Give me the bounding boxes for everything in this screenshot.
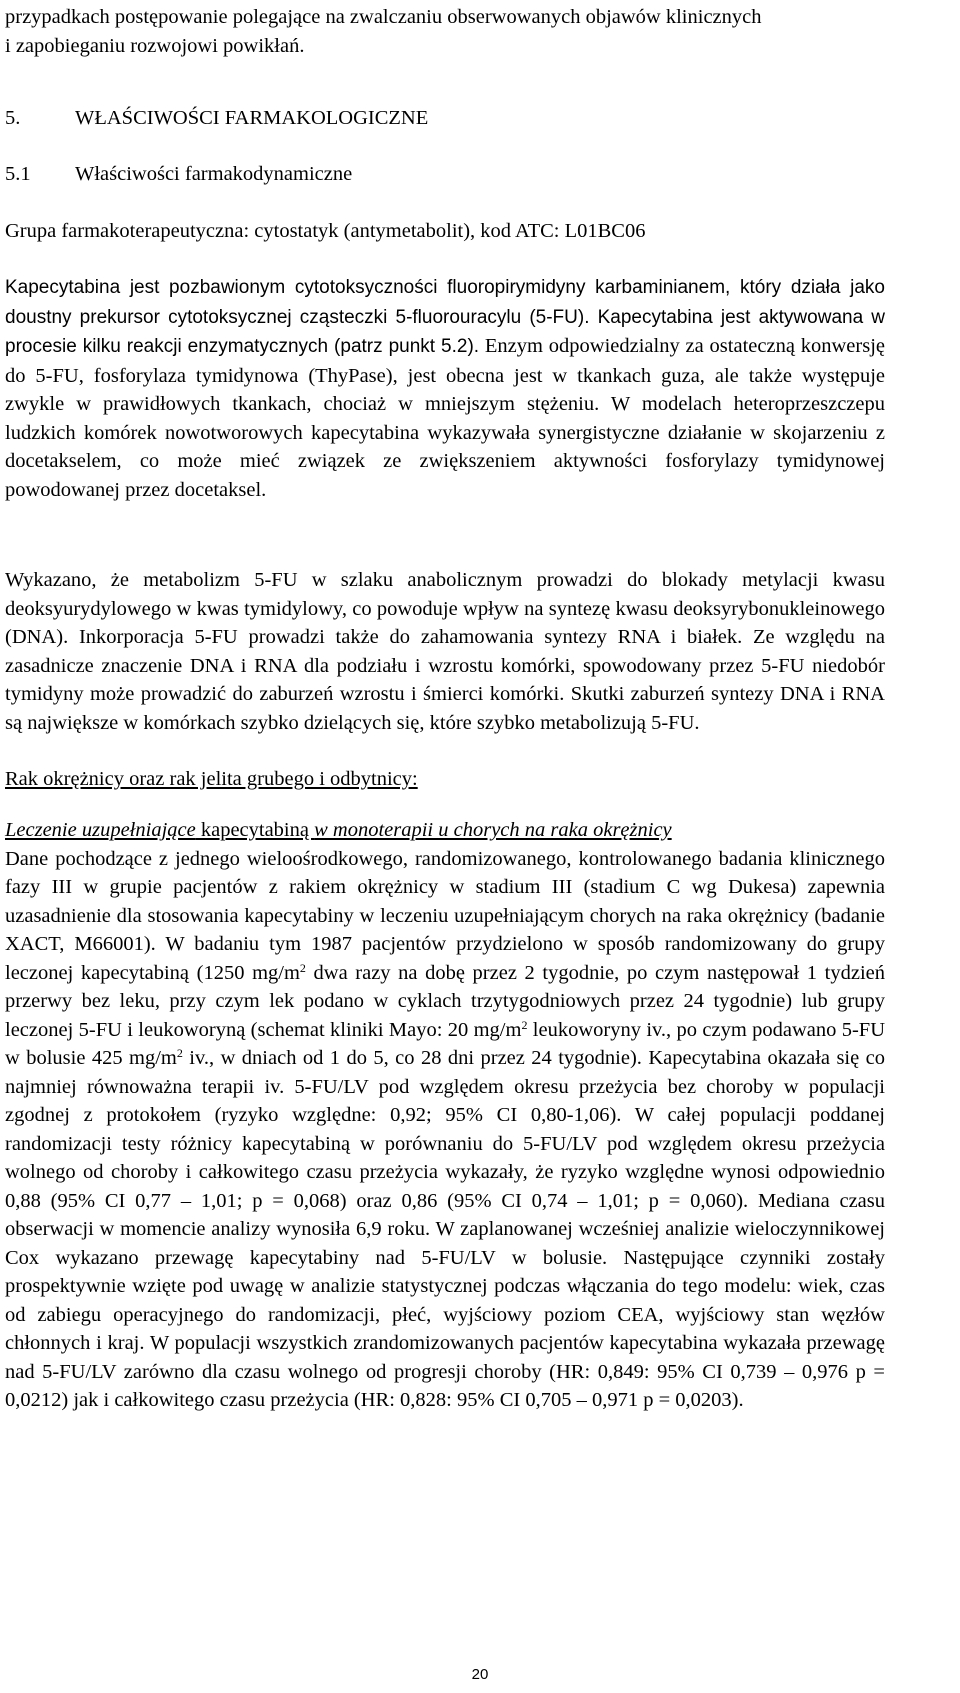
section-number: 5.1 (5, 163, 31, 185)
italic-heading: Leczenie uzupełniające kapecytabiną w monoterapii u chorych na raka okrężnicy (5, 819, 672, 841)
section-number: 5. (5, 107, 21, 129)
para1-enzyme-part: Enzym odpowiedzialny za ostateczną konwersję do 5-FU, fosforylaza tymidynowa (ThyPase), jest obecna jest w tkankach guza, ale także występuje zwykle w prawidłowych tkankach, chociaż w mniejszym stężeniu. (5, 335, 885, 415)
paragraph-xact-study: Dane pochodzące z jednego wieloośrodkowego, randomizowanego, kontrolowanego badania klinicznego fazy III w grupie pacjentów z rakiem okrężnicy w stadium III (stadium C wg Dukesa) zapewnia uzasadnienie dla stosowania kapecytabiny w leczeniu uzupełniającym chorych na raka okrężnicy (badanie XACT, M66001). W badaniu tym 1987 pacjentów przydzielono w sposób randomizowany do grupy leczonej kapecytabiną (1250 $mg/m^2$ dwa razy na dobę przez 2 tygodnie, po czym następował 1 tydzień przerwy bez leku, przy czym lek podano w cyklach trzytygodniowych przez 24 tygodnie) lub grupy leczonej 5-FU i leukoworyną (schemat kliniki Mayo: 20 $mg/m^2$ leukoworyny iv., po czym podawano 5-FU w bolusie 425 $mg/m^2$ iv., w dniach od 1 do 5, co 28 dni przez 24 tygodnie). Kapecytabina okazała się co najmniej równoważna terapii iv. 5-FU/LV pod względem okresu przeżycia bez choroby w populacji zgodnej z protokołem (ryzyko względne: 0,92; 95% CI 0,80-1,06). W całej populacji poddanej randomizacji testy różnicy kapecytabiną w porównaniu do 5-FU/LV pod względem okresu przeżycia wolnego od choroby i całkowitego czasu przeżycia wykazały, że ryzyko względne wynosi odpowiednio 0,88 (95% CI 0,77 – 1,01; p = 0,068) oraz 0,86 (95% CI 0,74 – 1,01; p = 0,060). Mediana czasu obserwacji w momencie analizy wynosiła 6,9 roku. W zaplanowanej wcześniej analizie wieloczynnikowej Cox wykazano przewagę kapecytabiny nad 5-FU/LV w bolusie. Następujące czynniki zostały prospektywnie wzięte pod uwagę w analizie statystycznej podczas włączania do tego modelu: wiek, czas od zabiegu operacyjnego do randomizacji, płeć, wyjściowy poziom CEA, wyjściowy stan węzłów chłonnych i kraj. W populacji wszystkich zrandomizowanych pacjentów kapecytabina wykazała przewagę nad 5-FU/LV zarówno dla czasu wolnego od progresji choroby (HR: 0,849: 95% CI 0,739 – 0,976 p = 0,0212) jak i całkowitego czasu przeżycia (HR: 0,828: 95% CI 0,705 – 0,971 p = 0,0203). (5, 847, 885, 1411)
para1-sans-part: Kapecytabina jest pozbawionym cytotoksyczności fluoropirymidyny karbaminianem, który działa jako doustny prekursor cytotoksycznej cząsteczki 5-fluorouracylu (5-FU). Kapecytabina jest aktywowana w procesie kilku reakcji enzymatycznych (patrz punkt 5.2). (5, 277, 885, 357)
section-title: Właściwości farmakodynamiczne (75, 163, 353, 185)
page-number: 20 (471, 1666, 489, 1683)
atc-group-line: Grupa farmakoterapeutyczna: cytostatyk (antymetabolit), kod ATC: L01BC06 (5, 220, 646, 242)
intro-line-2: i zapobieganiu rozwojowi powikłań. (5, 34, 305, 57)
section-title: WŁAŚCIWOŚCI FARMAKOLOGICZNE (75, 107, 429, 129)
subheading-colorectal: Rak okrężnicy oraz rak jelita grubego i odbytnicy: (5, 768, 418, 790)
section-5-heading (5, 107, 428, 130)
intro-paragraph (5, 3, 885, 60)
paragraph-metabolism: Wykazano, że metabolizm 5-FU w szlaku anabolicznym prowadzi do blokady metylacji kwasu deoksyurydylowego w kwas tymidylowy, co powoduje wpływ na syntezę kwasu deoksyrybonukleinowego (DNA). Inkorporacja 5-FU prowadzi także do zahamowania syntezy RNA i białek. Ze względu na zasadnicze znaczenie DNA i RNA dla podziału i wzrostu komórki, spowodowany przez 5-FU niedobór tymidyny może prowadzić do zaburzeń wzrostu i śmierci komórki. Skutki zaburzeń syntezy DNA i RNA są największe w komórkach szybko dzielących się, które szybko metabolizują 5-FU. (5, 569, 885, 734)
adjuvant-section (5, 816, 885, 1415)
paragraph-mechanism (5, 273, 885, 504)
section-5-1-heading (5, 163, 352, 186)
intro-line-1: przypadkach postępowanie polegające na zwalczaniu obserwowanych objawów klinicznych (5, 6, 762, 28)
para1-serif-part: W modelach heteroprzeszczepu ludzkich komórek nowotworowych kapecytabina wykazywała synergistyczne działanie w skojarzeniu z docetakselem, co może mieć związek ze zwiększeniem aktywności fosforylazy tymidynowej powodowanej przez docetaksel. (5, 393, 885, 501)
